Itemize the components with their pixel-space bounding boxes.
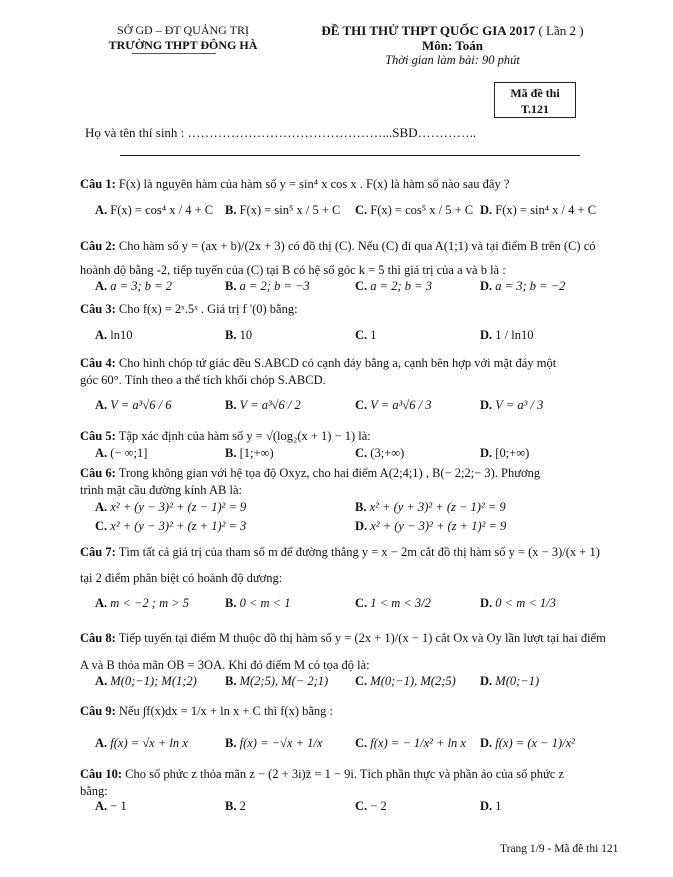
option-a[interactable]: A. f(x) = √x + ln x xyxy=(95,736,188,750)
option-a[interactable]: A. a = 3; b = 2 xyxy=(95,279,172,293)
option-text: 1 xyxy=(495,799,502,813)
option-text: [0;+∞) xyxy=(495,446,530,460)
question-9 xyxy=(80,703,620,720)
option-text: 10 xyxy=(239,328,253,342)
option-a[interactable]: A. F(x) = cos⁴ x / 4 + C xyxy=(95,203,214,217)
option-c[interactable]: C. x² + (y − 3)² + (z + 1)² = 3 xyxy=(95,519,247,533)
option-d[interactable]: D. M(0;−1) xyxy=(480,674,540,688)
question-2 xyxy=(80,238,620,255)
question-text: Cho hình chóp tứ giác đều S.ABCD có cạnh đáy bằng a, cạnh bên hợp với mặt đáy một xyxy=(118,356,557,370)
option-a[interactable]: A. x² + (y − 3)² + (z − 1)² = 9 xyxy=(95,500,247,514)
question-label: Câu 10: xyxy=(80,767,123,781)
question-7-cont xyxy=(80,570,620,587)
question-5 xyxy=(80,428,620,445)
option-b[interactable]: B. 10 xyxy=(225,328,253,342)
header-left xyxy=(78,23,288,53)
question-text: tại 2 điểm phân biệt có hoành độ dương: xyxy=(80,571,283,585)
option-text: 1 xyxy=(370,328,377,342)
question-label: Câu 8: xyxy=(80,631,116,645)
option-text: F(x) = cos⁴ x / 4 + C xyxy=(110,203,214,217)
option-b[interactable]: B. F(x) = sin⁵ x / 5 + C xyxy=(225,203,341,217)
option-b[interactable]: B. M(2;5), M(− 2;1) xyxy=(225,674,329,688)
question-label: Câu 5: xyxy=(80,429,116,443)
option-text: (3;+∞) xyxy=(370,446,405,460)
question-text: Tiếp tuyến tại điểm M thuộc đồ thị hàm số y = (2x + 1)/(x − 1) cắt Ox và Oy lần lượt tại hai điểm xyxy=(118,631,606,645)
option-text: M(0;−1), M(2;5) xyxy=(370,674,456,688)
option-text: V = a³√6 / 2 xyxy=(239,398,301,412)
option-a[interactable]: A. ln10 xyxy=(95,328,133,342)
option-text: x² + (y − 3)² + (z + 1)² = 9 xyxy=(370,519,507,533)
option-text: a = 2; b = 3 xyxy=(370,279,432,293)
question-1 xyxy=(80,176,620,193)
question-text: Cho hàm số y = (ax + b)/(2x + 3) có đồ thị (C). Nếu (C) đi qua A(1;1) và tại điểm B trên (C) có xyxy=(118,239,596,253)
question-8 xyxy=(80,630,620,647)
option-a[interactable]: A. (− ∞;1] xyxy=(95,446,148,460)
question-text: hoành độ bằng -2, tiếp tuyến của (C) tại B có hệ số góc k = 5 thì giá trị của a và b là : xyxy=(80,263,506,277)
option-text: M(0;−1); M(1;2) xyxy=(110,674,197,688)
question-label: Câu 3: xyxy=(80,302,116,316)
option-text: f(x) = − 1/x² + ln x xyxy=(370,736,466,750)
option-b[interactable]: B. 0 < m < 1 xyxy=(225,596,291,610)
option-text: − 2 xyxy=(370,799,387,813)
option-c[interactable]: C. F(x) = cos⁵ x / 5 + C xyxy=(355,203,474,217)
question-4-cont xyxy=(80,372,620,389)
question-6-cont xyxy=(80,482,620,499)
option-text: [1;+∞) xyxy=(239,446,274,460)
header-right xyxy=(300,23,605,68)
question-text: Cho f(x) = 2ˣ.5ˣ . Giá trị f '(0) bằng: xyxy=(118,302,298,316)
option-text: 0 < m < 1 xyxy=(239,596,291,610)
option-text: F(x) = cos⁵ x / 5 + C xyxy=(370,203,474,217)
question-6 xyxy=(80,465,620,482)
exam-code-box xyxy=(494,82,576,118)
option-c[interactable]: C. (3;+∞) xyxy=(355,446,405,460)
question-label: Câu 9: xyxy=(80,704,116,718)
option-b[interactable]: B. [1;+∞) xyxy=(225,446,274,460)
option-a[interactable]: A. m < −2 ; m > 5 xyxy=(95,596,190,610)
school-name: TRƯỜNG THPT ĐÔNG HÀ xyxy=(108,38,258,52)
option-a[interactable]: A. M(0;−1); M(1;2) xyxy=(95,674,197,688)
option-c[interactable]: C. − 2 xyxy=(355,799,387,813)
question-text: F(x) là nguyên hàm của hàm số y = sin⁴ x cos x . F(x) là hàm số nào sau đây ? xyxy=(118,177,510,191)
question-8-cont xyxy=(80,657,620,674)
question-text: góc 60°. Tính theo a thể tích khối chóp S.ABCD. xyxy=(80,373,326,387)
question-label: Câu 2: xyxy=(80,239,116,253)
exam-duration: Thời gian làm bài: 90 phút xyxy=(385,53,520,67)
question-text: trình mặt cầu đường kính AB là: xyxy=(80,483,242,497)
option-text: − 1 xyxy=(110,799,127,813)
question-2-cont xyxy=(80,262,620,279)
option-text: f(x) = −√x + 1/x xyxy=(239,736,323,750)
question-text: Tập xác định của hàm số y = √(log₂(x + 1) − 1) là: xyxy=(118,429,371,443)
question-label: Câu 6: xyxy=(80,466,116,480)
option-d[interactable]: D. V = a³ / 3 xyxy=(480,398,544,412)
exam-attempt: ( Lần 2 ) xyxy=(538,23,584,38)
exam-subject: Môn: Toán xyxy=(421,38,484,53)
department-name: SỞ GD – ĐT QUẢNG TRỊ xyxy=(117,23,249,37)
question-label: Câu 4: xyxy=(80,356,116,370)
option-c[interactable]: C. 1 < m < 3/2 xyxy=(355,596,431,610)
option-a[interactable]: A. V = a³√6 / 6 xyxy=(95,398,172,412)
option-d[interactable]: D. a = 3; b = −2 xyxy=(480,279,566,293)
option-text: a = 3; b = 2 xyxy=(110,279,172,293)
option-b[interactable]: B. x² + (y + 3)² + (z − 1)² = 9 xyxy=(355,500,506,514)
option-text: m < −2 ; m > 5 xyxy=(110,596,190,610)
option-text: x² + (y + 3)² + (z − 1)² = 9 xyxy=(369,500,506,514)
option-d[interactable]: D. 1 / ln10 xyxy=(480,328,534,342)
question-label: Câu 1: xyxy=(80,177,116,191)
option-text: f(x) = √x + ln x xyxy=(110,736,188,750)
option-text: V = a³√6 / 6 xyxy=(110,398,172,412)
option-text: (− ∞;1] xyxy=(110,446,148,460)
question-text: A và B thỏa mãn OB = 3OA. Khi đó điểm M có tọa độ là: xyxy=(80,658,370,672)
option-text: V = a³√6 / 3 xyxy=(370,398,432,412)
option-text: a = 2; b = −3 xyxy=(239,279,310,293)
question-7 xyxy=(80,544,620,561)
question-10 xyxy=(80,766,620,783)
option-b[interactable]: B. 2 xyxy=(225,799,246,813)
option-b[interactable]: B. a = 2; b = −3 xyxy=(225,279,310,293)
exam-title-line xyxy=(300,23,605,38)
option-c[interactable]: C. M(0;−1), M(2;5) xyxy=(355,674,456,688)
question-10-cont xyxy=(80,783,620,800)
option-text: a = 3; b = −2 xyxy=(495,279,566,293)
option-text: f(x) = (x − 1)/x² xyxy=(495,736,575,750)
option-text: 1 / ln10 xyxy=(495,328,534,342)
option-text: 1 < m < 3/2 xyxy=(370,596,431,610)
question-text: bằng: xyxy=(80,784,108,798)
option-c[interactable]: C. f(x) = − 1/x² + ln x xyxy=(355,736,466,750)
school-underline xyxy=(132,53,216,54)
option-b[interactable]: B. V = a³√6 / 2 xyxy=(225,398,301,412)
exam-code-label: Mã đề thi xyxy=(510,86,560,100)
option-text: x² + (y − 3)² + (z + 1)² = 3 xyxy=(110,519,247,533)
option-text: F(x) = sin⁴ x / 4 + C xyxy=(495,203,597,217)
option-d[interactable]: D. 0 < m < 1/3 xyxy=(480,596,556,610)
page-footer: Trang 1/9 - Mã đề thi 121 xyxy=(500,843,619,855)
question-label: Câu 7: xyxy=(80,545,116,559)
option-b[interactable]: B. f(x) = −√x + 1/x xyxy=(225,736,323,750)
option-c[interactable]: C. 1 xyxy=(355,328,377,342)
question-text: Nếu ∫f(x)dx = 1/x + ln x + C thì f(x) bằng : xyxy=(118,704,334,718)
option-c[interactable]: C. V = a³√6 / 3 xyxy=(355,398,432,412)
option-c[interactable]: C. a = 2; b = 3 xyxy=(355,279,432,293)
option-text: 2 xyxy=(239,799,246,813)
question-text: Tìm tất cả giá trị của tham số m để đường thẳng y = x − 2m cắt đồ thị hàm số y = (x − 3)/(x + 1) xyxy=(118,545,600,559)
option-d[interactable]: D. [0;+∞) xyxy=(480,446,530,460)
student-info-line: Họ và tên thí sinh : ………………………………………...SBD………….. xyxy=(85,125,477,140)
option-a[interactable]: A. − 1 xyxy=(95,799,127,813)
option-text: F(x) = sin⁵ x / 5 + C xyxy=(239,203,341,217)
option-text: M(2;5), M(− 2;1) xyxy=(239,674,329,688)
option-text: x² + (y − 3)² + (z − 1)² = 9 xyxy=(110,500,247,514)
header-divider xyxy=(120,155,580,156)
option-text: ln10 xyxy=(110,328,133,342)
question-4 xyxy=(80,355,620,372)
option-d[interactable]: D. x² + (y − 3)² + (z + 1)² = 9 xyxy=(355,519,507,533)
question-text: Trong không gian với hệ tọa độ Oxyz, cho hai điểm A(2;4;1) , B(− 2;2;− 3). Phương xyxy=(118,466,541,480)
option-text: 0 < m < 1/3 xyxy=(495,596,556,610)
exam-title: ĐỀ THI THỬ THPT QUỐC GIA 2017 xyxy=(321,23,536,38)
option-text: V = a³ / 3 xyxy=(495,398,544,412)
question-text: Cho số phức z thỏa mãn z − (2 + 3i)z̄ = 1 − 9i. Tích phần thực và phần ảo của số phức z xyxy=(125,767,564,781)
option-text: M(0;−1) xyxy=(495,674,540,688)
option-d[interactable]: D. 1 xyxy=(480,799,502,813)
question-3 xyxy=(80,301,620,318)
option-d[interactable]: D. F(x) = sin⁴ x / 4 + C xyxy=(480,203,597,217)
option-d[interactable]: D. f(x) = (x − 1)/x² xyxy=(480,736,575,750)
exam-code-value: T.121 xyxy=(520,102,550,116)
